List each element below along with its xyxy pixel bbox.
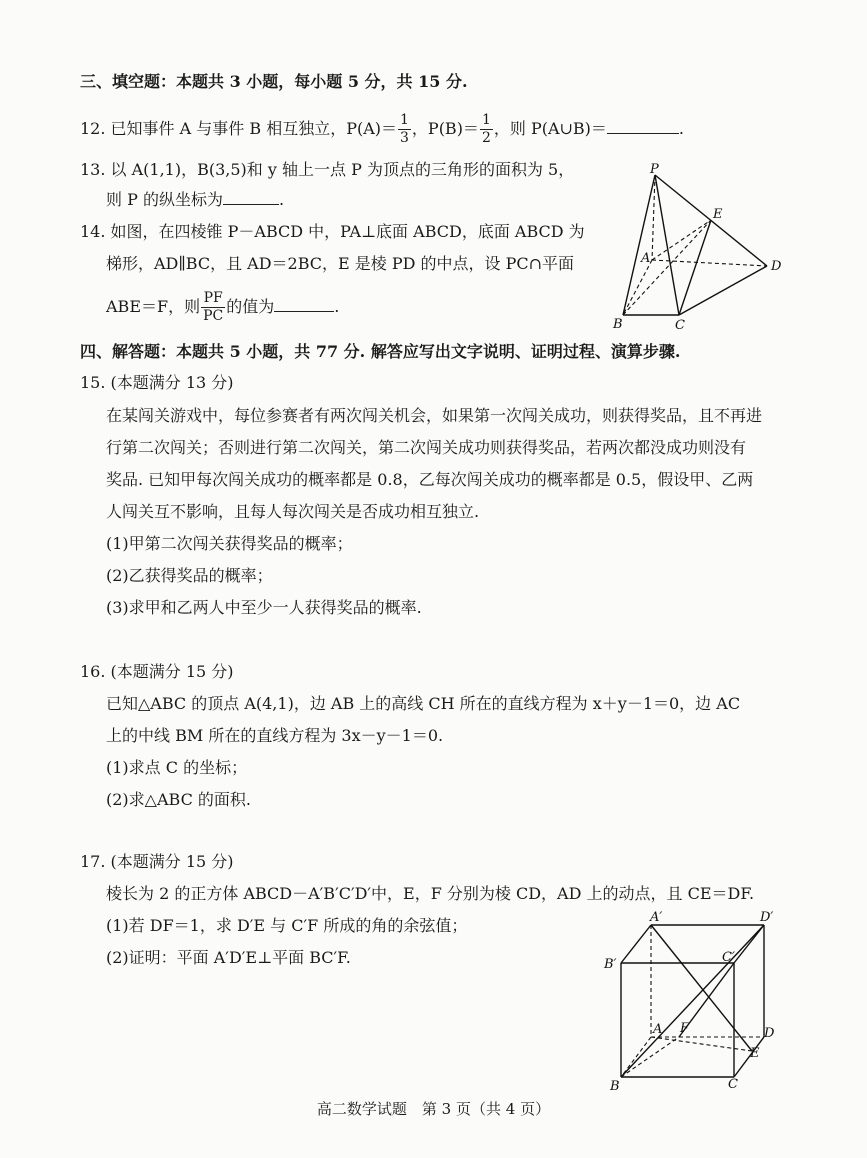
section-answer-header: 四、解答题：本题共 5 小题，共 77 分. 解答应写出文字说明、证明过程、演算步骤.: [80, 342, 681, 361]
q15-para-line-2: 行第二次闯关；否则进行第二次闯关，第二次闯关成功则获得奖品，若两次都没成功则没有: [106, 438, 747, 457]
q15-subquestion-2: (2)乙获得奖品的概率；: [106, 566, 273, 585]
cube-label-d: D: [764, 1026, 775, 1041]
q17-header: 17. (本题满分 15 分): [80, 852, 234, 871]
pyramid-label-b: B: [613, 317, 623, 332]
cube-label-a-prime: A′: [650, 910, 663, 925]
q13-answer-blank: [223, 188, 279, 205]
q16-subquestion-2: (2)求△ABC 的面积.: [106, 790, 251, 809]
q17-para-line-1: 棱长为 2 的正方体 ABCD－A′B′C′D′中，E，F 分别为棱 CD，AD 上的动点，且 CE＝DF.: [106, 884, 755, 903]
cube-label-c-prime: C′: [722, 950, 735, 965]
pyramid-label-p: P: [650, 162, 659, 177]
q12-fraction-2: $\frac{1}{2}$: [481, 112, 491, 146]
q16-para-line-1: 已知△ABC 的顶点 A(4,1)，边 AB 上的高线 CH 所在的直线方程为 x＋y－1＝0，边 AC: [106, 694, 741, 713]
q12-fraction-1: $\frac{1}{3}$: [400, 112, 409, 146]
q17-subquestion-1: (1)若 DF＝1，求 D′E 与 C′F 所成的角的余弦值；: [106, 916, 468, 935]
pyramid-label-c: C: [675, 318, 685, 333]
q15-subquestion-3: (3)求甲和乙两人中至少一人获得奖品的概率.: [106, 598, 422, 617]
question-12: 12. 已知事件 A 与事件 B 相互独立，P(A)＝ $\frac{1}{3}$ ，P(B)＝ $\frac{1}{2}$ ，则 P(A∪B)＝ .: [80, 112, 685, 146]
cube-label-a: A: [653, 1022, 663, 1037]
pyramid-label-e: E: [713, 207, 723, 222]
pyramid-label-d: D: [771, 259, 782, 274]
section-fill-in-header: 三、填空题：本题共 3 小题，每小题 5 分，共 15 分.: [80, 72, 468, 91]
q12-text-3: ，则 P(A∪B)＝: [493, 119, 607, 138]
q16-header: 16. (本题满分 15 分): [80, 662, 234, 681]
cube-label-d-prime: D′: [760, 910, 774, 925]
q15-header: 15. (本题满分 13 分): [80, 373, 234, 392]
q14-line-2: 梯形，AD∥BC，且 AD＝2BC，E 是棱 PD 的中点，设 PC∩平面: [106, 254, 575, 273]
q12-text-2: ，P(B)＝: [411, 119, 479, 138]
q15-para-line-4: 人闯关互不影响，且每人每次闯关是否成功相互独立.: [106, 502, 480, 521]
page-footer: 高二数学试题 第 3 页（共 4 页）: [316, 1100, 551, 1118]
q13-line-1: 13. 以 A(1,1)，B(3,5)和 y 轴上一点 P 为顶点的三角形的面积为 5，: [80, 160, 575, 179]
q15-subquestion-1: (1)甲第二次闯关获得奖品的概率；: [106, 534, 353, 553]
q15-para-line-1: 在某闯关游戏中，每位参赛者有两次闯关机会，如果第一次闯关成功，则获得奖品，且不再进: [106, 406, 763, 425]
cube-label-e: E: [750, 1046, 760, 1061]
pyramid-figure: [605, 160, 795, 335]
q16-para-line-2: 上的中线 BM 所在的直线方程为 3x－y－1＝0.: [106, 726, 444, 745]
pyramid-label-a: A: [641, 251, 651, 266]
q15-para-line-3: 奖品. 已知甲每次闯关成功的概率都是 0.8，乙每次闯关成功的概率都是 0.5，假设甲、乙两: [106, 470, 754, 489]
cube-label-b-prime: B′: [604, 957, 617, 972]
cube-label-c: C: [728, 1077, 738, 1092]
cube-figure: [598, 905, 788, 1095]
q14-answer-blank: [274, 295, 334, 312]
q14-fraction: $\frac{PF}{PC}$: [203, 290, 224, 324]
q12-answer-blank: [607, 117, 679, 134]
cube-label-b: B: [610, 1079, 620, 1094]
q16-subquestion-1: (1)求点 C 的坐标；: [106, 758, 248, 777]
q13-line-2: 则 P 的纵坐标为 .: [106, 190, 285, 209]
q14-line-1: 14. 如图，在四棱锥 P－ABCD 中，PA⊥底面 ABCD，底面 ABCD 为: [80, 222, 585, 241]
q17-subquestion-2: (2)证明：平面 A′D′E⊥平面 BC′F.: [106, 948, 351, 967]
cube-label-f: F: [680, 1021, 690, 1036]
q12-text-1: 12. 已知事件 A 与事件 B 相互独立，P(A)＝: [80, 119, 397, 138]
q14-line-3: ABE＝F，则 $\frac{PF}{PC}$ 的值为 .: [106, 290, 340, 324]
